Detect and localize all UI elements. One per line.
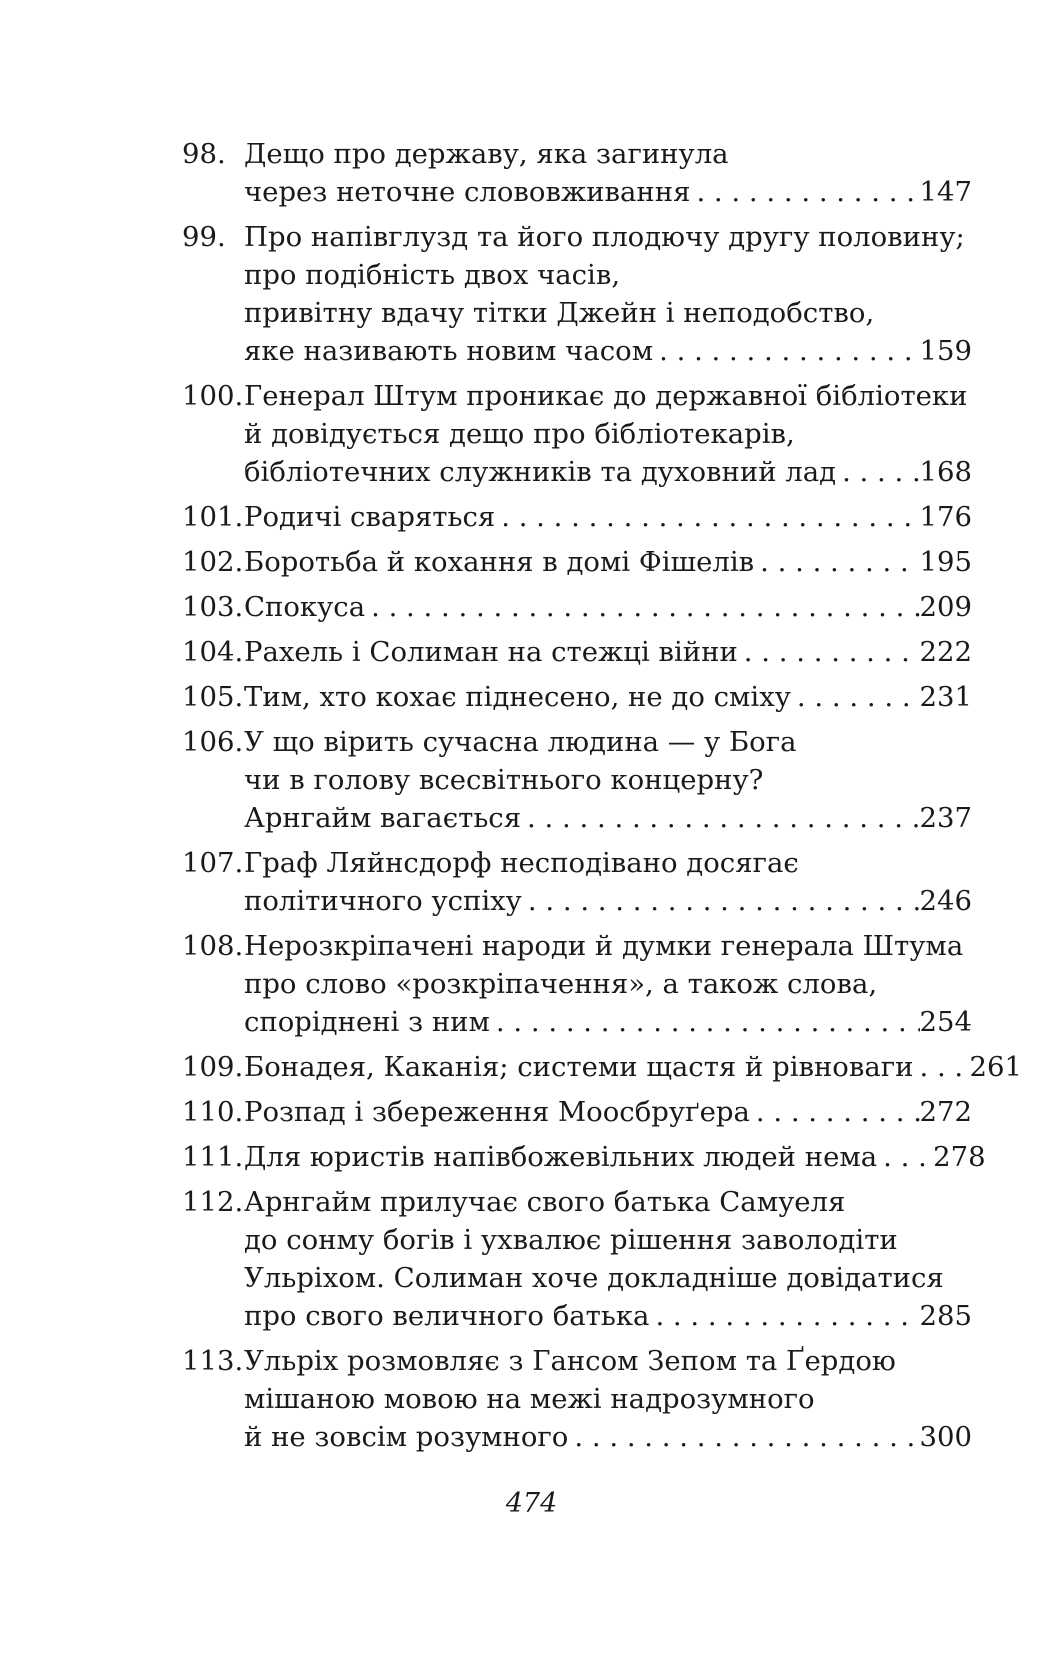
toc-entry-line: [182, 1342, 972, 1380]
chapter-number: 111.: [182, 1141, 244, 1173]
toc-entry-line: [182, 498, 972, 536]
toc-entry-line: [182, 927, 972, 965]
chapter-title-line: Тим, хто кохає піднесено, не до сміху: [244, 681, 791, 713]
toc-entry-line: [182, 377, 972, 415]
chapter-title-line: привітну вдачу тітки Джейн і неподобство,: [244, 297, 875, 329]
chapter-title-line: про подібність двох часів,: [244, 259, 621, 291]
chapter-title-line: до сонму богів і ухвалює рішення заволодіти: [244, 1224, 898, 1256]
toc-entry: [182, 927, 972, 1041]
chapter-title-line: Рахель і Солиман на стежці війни: [244, 636, 738, 668]
chapter-number: 101.: [182, 501, 244, 533]
dot-leader: [738, 633, 920, 671]
table-of-contents: [182, 135, 1022, 1463]
chapter-title-line: яке називають новим часом: [244, 335, 654, 367]
chapter-title-line: Арнгайм вагається: [244, 802, 522, 834]
page-reference: 272: [919, 1096, 972, 1128]
toc-entry-line: [182, 453, 972, 491]
toc-entry-line: [182, 723, 972, 761]
page-reference: 300: [919, 1421, 972, 1453]
toc-entry: [182, 844, 972, 920]
page-reference: 285: [919, 1300, 972, 1332]
toc-entry-line: [182, 1418, 972, 1456]
page-reference: 254: [919, 1006, 972, 1038]
toc-entry-line: [182, 1297, 972, 1335]
toc-entry-line: [182, 844, 972, 882]
chapter-number: 102.: [182, 546, 244, 578]
chapter-title-line: Родичі сваряться: [244, 501, 496, 533]
page-reference: 231: [919, 681, 972, 713]
chapter-title-line: бібліотечних служників та духовний лад: [244, 456, 837, 488]
dot-leader: [649, 1297, 919, 1335]
page-reference: 237: [919, 802, 972, 834]
chapter-title-line: через неточне слововживання: [244, 176, 691, 208]
chapter-number: 100.: [182, 380, 244, 412]
page-number: 474: [505, 1488, 558, 1519]
dot-leader: [754, 543, 919, 581]
page-reference: 246: [919, 885, 972, 917]
page-reference: 261: [969, 1051, 1022, 1083]
chapter-number: 106.: [182, 726, 244, 758]
dot-leader: [877, 1138, 933, 1176]
toc-entry: [182, 588, 972, 626]
toc-entry: [182, 218, 972, 370]
toc-entry: [182, 543, 972, 581]
toc-entry-line: [182, 135, 972, 173]
toc-entry-line: [182, 588, 972, 626]
page-reference: 222: [919, 636, 972, 668]
dot-leader: [490, 1003, 920, 1041]
chapter-number: 107.: [182, 847, 244, 879]
page-reference: 209: [919, 591, 972, 623]
dot-leader: [836, 453, 919, 491]
dot-leader: [690, 173, 919, 211]
chapter-number: 99.: [182, 221, 226, 253]
toc-entry-line: [182, 1048, 1022, 1086]
chapter-title-line: Бонадея, Каканія; системи щастя й рівноваги: [244, 1051, 914, 1083]
chapter-number: 113.: [182, 1345, 244, 1377]
dot-leader: [521, 799, 919, 837]
chapter-title-line: Боротьба й кохання в домі Фішелів: [244, 546, 755, 578]
toc-entry-line: [182, 332, 972, 370]
chapter-title-line: споріднені з ним: [244, 1006, 490, 1038]
chapter-number: 105.: [182, 681, 244, 713]
chapter-title-line: про свого величного батька: [244, 1300, 650, 1332]
chapter-title-line: У що вірить сучасна людина — у Бога: [244, 726, 797, 758]
chapter-number: 112.: [182, 1186, 244, 1218]
dot-leader: [568, 1418, 919, 1456]
chapter-title-line: мішаною мовою на межі надрозумного: [244, 1383, 815, 1415]
dot-leader: [522, 882, 920, 920]
chapter-title-line: Спокуса: [244, 591, 366, 623]
toc-entry: [182, 377, 972, 491]
toc-entry: [182, 633, 972, 671]
chapter-title-line: про слово «розкріпачення», а також слова,: [244, 968, 878, 1000]
toc-entry-line: [182, 1183, 972, 1221]
dot-leader: [913, 1048, 969, 1086]
dot-leader: [365, 588, 919, 626]
toc-entry-line: [182, 294, 972, 332]
toc-entry-line: [182, 1138, 986, 1176]
toc-entry-line: [182, 1003, 972, 1041]
toc-entry: [182, 1183, 972, 1335]
page-reference: 168: [919, 456, 972, 488]
toc-entry-line: [182, 1221, 972, 1259]
chapter-number: 103.: [182, 591, 244, 623]
chapter-title-line: Для юристів напівбожевільних людей нема: [244, 1141, 878, 1173]
toc-entry-line: [182, 1380, 972, 1418]
toc-entry: [182, 678, 972, 716]
chapter-title-line: чи в голову всесвітнього концерну?: [244, 764, 764, 796]
toc-entry-line: [182, 218, 972, 256]
chapter-title-line: Ульріхом. Солиман хоче докладніше довідатися: [244, 1262, 944, 1294]
toc-entry: [182, 1093, 972, 1131]
toc-entry: [182, 1048, 1022, 1086]
chapter-number: 98.: [182, 138, 226, 170]
chapter-title-line: Граф Ляйнсдорф несподівано досягає: [244, 847, 799, 879]
toc-entry-line: [182, 678, 972, 716]
toc-entry-line: [182, 761, 972, 799]
chapter-title-line: політичного успіху: [244, 885, 522, 917]
toc-entry: [182, 1342, 972, 1456]
page-reference: 159: [919, 335, 972, 367]
chapter-title-line: Розпад і збереження Моосбруґера: [244, 1096, 750, 1128]
toc-entry-line: [182, 543, 972, 581]
toc-entry-line: [182, 1093, 972, 1131]
toc-entry-line: [182, 415, 972, 453]
toc-entry-line: [182, 799, 972, 837]
chapter-title-line: й довідується дещо про бібліотекарів,: [244, 418, 795, 450]
toc-entry: [182, 135, 972, 211]
chapter-title-line: Ульріх розмовляє з Гансом Зепом та Ґердою: [244, 1345, 896, 1377]
toc-entry-line: [182, 882, 972, 920]
toc-entry-line: [182, 965, 972, 1003]
dot-leader: [750, 1093, 920, 1131]
toc-entry-line: [182, 633, 972, 671]
chapter-title-line: Дещо про державу, яка загинула: [244, 138, 729, 170]
dot-leader: [791, 678, 920, 716]
dot-leader: [653, 332, 919, 370]
chapter-title-line: Генерал Штум проникає до державної бібліотеки: [244, 380, 968, 412]
chapter-title-line: Нерозкріпачені народи й думки генерала Штума: [244, 930, 964, 962]
page-reference: 147: [919, 176, 972, 208]
toc-entry-line: [182, 173, 972, 211]
chapter-title-line: Арнгайм прилучає свого батька Самуеля: [244, 1186, 846, 1218]
page-reference: 195: [919, 546, 972, 578]
chapter-number: 109.: [182, 1051, 244, 1083]
dot-leader: [495, 498, 919, 536]
toc-entry: [182, 723, 972, 837]
toc-entry: [182, 1138, 986, 1176]
toc-entry-line: [182, 256, 972, 294]
page-reference: 176: [919, 501, 972, 533]
toc-entry: [182, 498, 972, 536]
chapter-number: 104.: [182, 636, 244, 668]
chapter-title-line: й не зовсім розумного: [244, 1421, 569, 1453]
page-reference: 278: [933, 1141, 986, 1173]
toc-entry-line: [182, 1259, 972, 1297]
chapter-number: 110.: [182, 1096, 244, 1128]
chapter-number: 108.: [182, 930, 244, 962]
chapter-title-line: Про напівглузд та його плодючу другу половину;: [244, 221, 965, 253]
